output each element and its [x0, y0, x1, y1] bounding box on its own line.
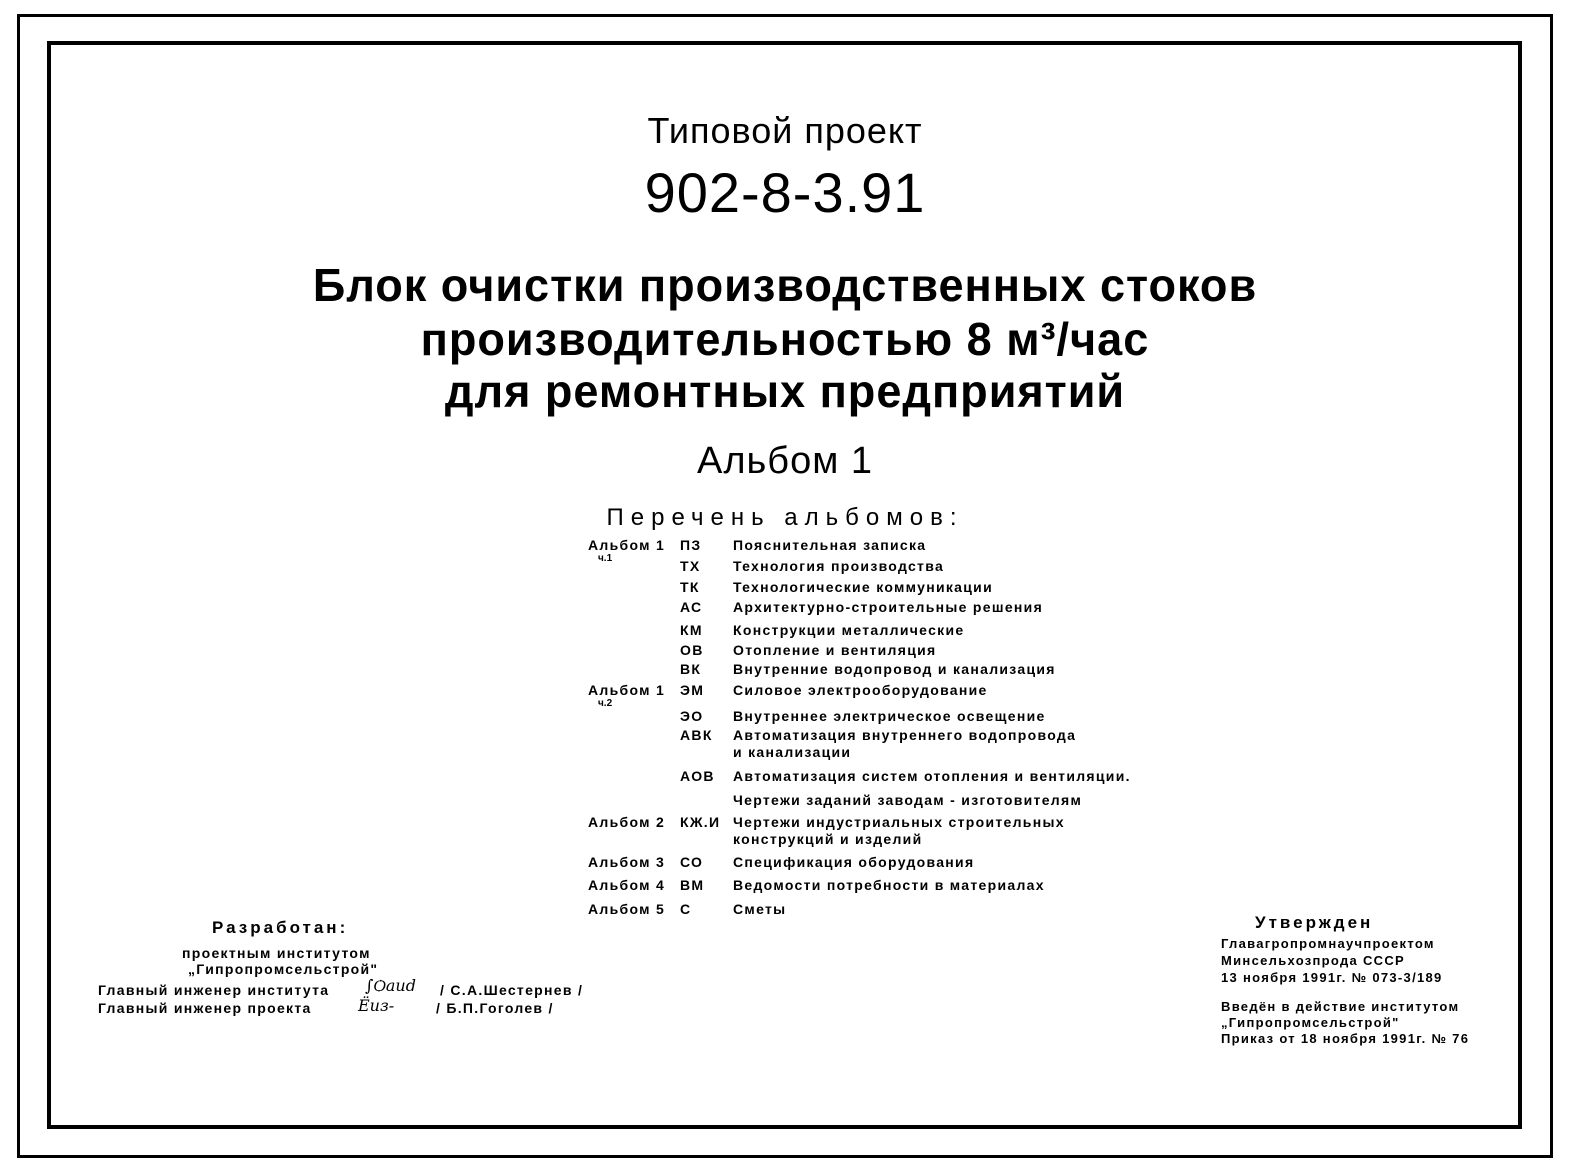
title-line-1: Блок очистки производственных стоков [312, 259, 1258, 311]
row-album: Альбом 1 [588, 537, 666, 553]
row-album: Альбом 3 [588, 854, 666, 870]
row-code: ЭО [680, 708, 704, 724]
row-description-cont: конструкций и изделий [733, 831, 923, 847]
intro-line-1: Введён в действие институтом [1221, 999, 1460, 1014]
row-description: Автоматизация внутреннего водопровода [733, 727, 1077, 743]
row-description: Спецификация оборудования [733, 854, 975, 870]
row-description: Сметы [733, 901, 787, 917]
row-description: Чертежи индустриальных строительных [733, 814, 1065, 830]
row-code: КЖ.И [680, 814, 721, 830]
row-code: ПЗ [680, 537, 702, 553]
row-part: ч.1 [598, 553, 613, 564]
list-heading: Перечень альбомов: [606, 504, 964, 531]
name-2: / Б.П.Гоголев / [436, 1000, 554, 1016]
row-album: Альбом 5 [588, 901, 666, 917]
row-description: Архитектурно-строительные решения [733, 599, 1044, 615]
row-code: АОВ [680, 768, 715, 784]
title-line-3: для ремонтных предприятий [444, 365, 1126, 417]
approved-line-1: Главагропромнаучпроектом [1221, 936, 1435, 951]
row-description: Автоматизация систем отопления и вентиляции. [733, 768, 1131, 784]
approved-heading: Утвержден [1255, 913, 1374, 932]
row-part: ч.2 [598, 698, 613, 709]
album-title: Альбом 1 [696, 440, 874, 482]
row-description: Силовое электрооборудование [733, 682, 988, 698]
row-code: ЭМ [680, 682, 705, 698]
row-code: АС [680, 599, 703, 615]
developed-heading: Разработан: [212, 918, 349, 937]
row-code: С [680, 901, 692, 917]
row-code: ВК [680, 661, 702, 677]
row-description: Внутренние водопровод и канализация [733, 661, 1056, 677]
row-code: ОВ [680, 642, 704, 658]
role-1: Главный инженер института [98, 982, 330, 998]
row-description: Чертежи заданий заводам - изготовителям [733, 792, 1083, 808]
row-description: Технология производства [733, 558, 945, 574]
row-description: Отопление и вентиляция [733, 642, 937, 658]
type-label: Типовой проект [647, 110, 923, 151]
row-code: СО [680, 854, 704, 870]
row-description: Ведомости потребности в материалах [733, 877, 1045, 893]
approved-line-3: 13 ноября 1991г. № 073-3/189 [1221, 970, 1443, 985]
row-album: Альбом 2 [588, 814, 666, 830]
intro-line-3: Приказ от 18 ноября 1991г. № 76 [1221, 1031, 1470, 1046]
row-code: ВМ [680, 877, 705, 893]
developed-line-1: проектным институтом [182, 945, 371, 961]
name-1: / С.А.Шестернев / [440, 982, 584, 998]
row-description: Технологические коммуникации [733, 579, 993, 595]
project-number: 902-8-3.91 [644, 161, 926, 224]
row-code: АВК [680, 727, 713, 743]
row-code: КМ [680, 622, 703, 638]
row-code: ТХ [680, 558, 701, 574]
intro-line-2: „Гипропромсельстрой" [1221, 1015, 1400, 1030]
row-album: Альбом 4 [588, 877, 666, 893]
row-description: Внутреннее электрическое освещение [733, 708, 1046, 724]
developed-line-2: „Гипропромсельстрой" [188, 961, 379, 977]
title-line-2: производительностью 8 м³/час [420, 313, 1150, 365]
row-description-cont: и канализации [733, 744, 852, 760]
signature-1: ∫Ѻaud [365, 976, 416, 995]
approved-line-2: Минсельхозпрода СССР [1221, 953, 1406, 968]
signature-2: Ёиз- [358, 996, 395, 1015]
row-description: Конструкции металлические [733, 622, 965, 638]
role-2: Главный инженер проекта [98, 1000, 312, 1016]
row-code: ТК [680, 579, 700, 595]
row-description: Пояснительная записка [733, 537, 927, 553]
row-album: Альбом 1 [588, 682, 666, 698]
